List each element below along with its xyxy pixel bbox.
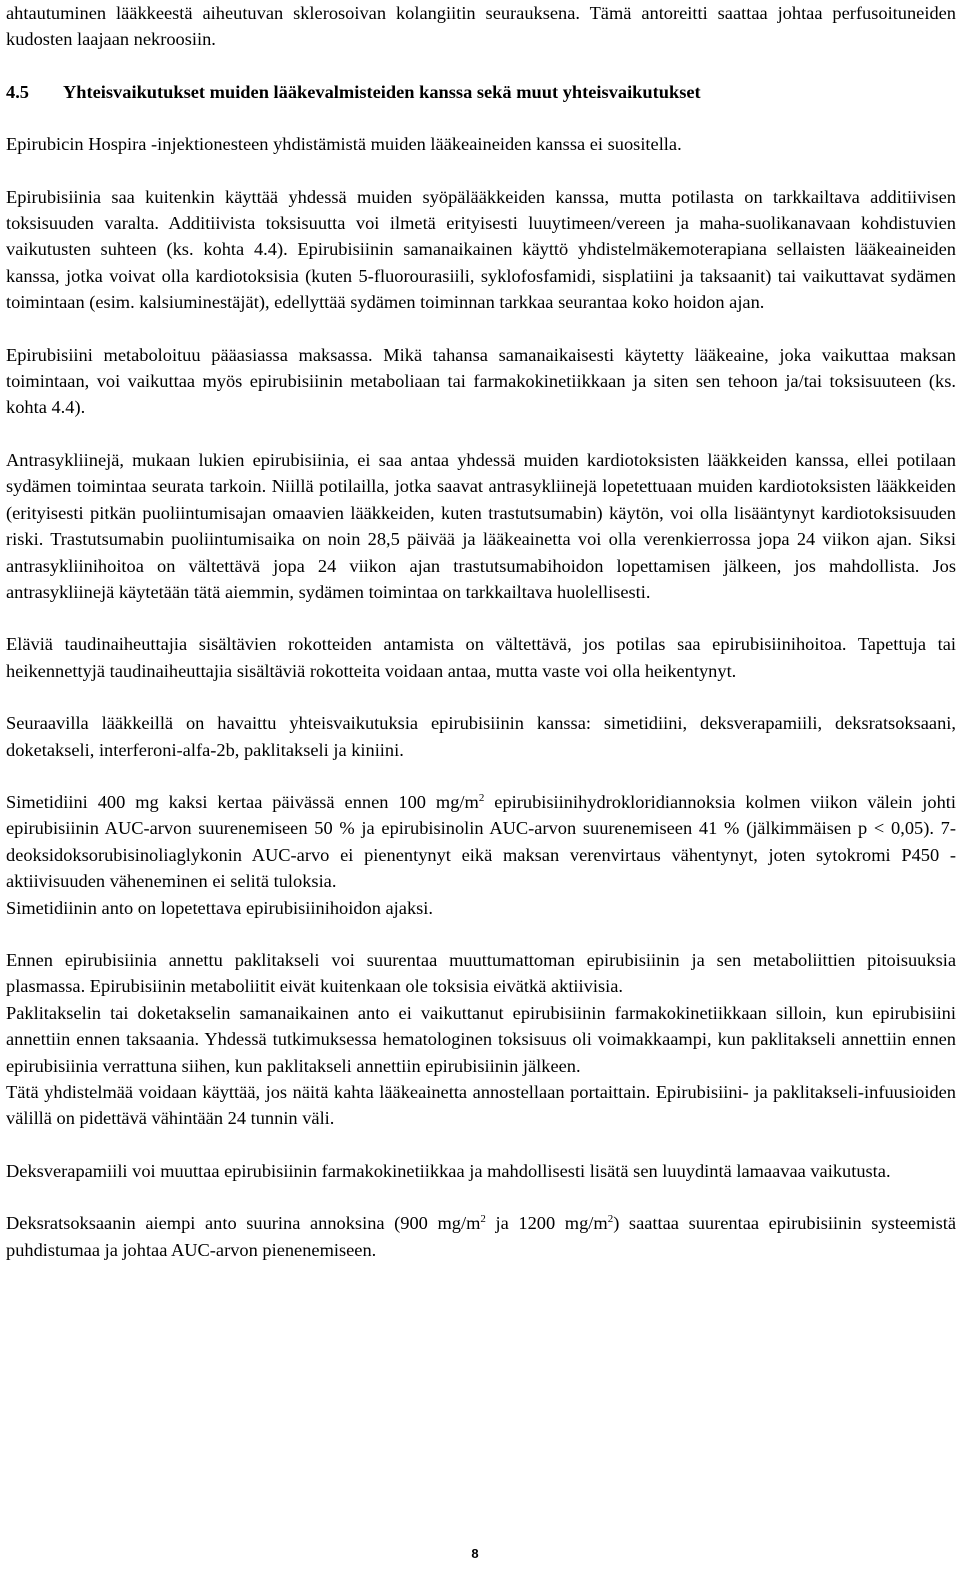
- paragraph-sequential: Tätä yhdistelmää voidaan käyttää, jos näitä kahta lääkeainetta annostellaan portaittain. Epirubisiini- ja paklitakseli-infuusioiden välillä on pidettävä vähintään 24 tunnin väli.: [6, 1082, 956, 1129]
- page-number: 8: [471, 1546, 479, 1561]
- section-number: 4.5: [6, 81, 29, 102]
- cimetidine-text-a: Simetidiini 400 mg kaksi kertaa päivässä ennen 100 mg/m: [6, 791, 479, 812]
- paragraph-cimetidine: [6, 789, 956, 895]
- paragraph-anthracyclines: Antrasykliinejä, mukaan lukien epirubisiinia, ei saa antaa yhdessä muiden kardiotoksisten lääkkeiden kanssa, ellei potilaan sydämen toimintaa seurata tarkoin. Niillä potilailla, jotka saavat antrasykliinejä lopetettuaan muiden kardiotoksisten lääkkeiden (erityisesti pitkän puoliintumisajan omaavien lääkkeiden, kuten trastutsumabin) käytön, voi olla lisääntynyt kardiotoksisuuden riski. Trastutsumabin puoliintumisaika on noin 28,5 päivää ja lääkeainetta voi olla verenkierrossa jopa 24 viikon ajan. Siksi antrasykliinihoitoa on vältettävä jopa 24 viikon ajan trastutsumabihoidon lopettamisen jälkeen, jos mahdollista. Jos antrasykliinejä käytetään tätä aiemmin, sydämen toimintaa on tarkkailtava huolellisesti.: [6, 449, 956, 602]
- dexrazoxane-text-c: ) saattaa suurentaa epirubisiinin systeemistä puhdistumaa ja johtaa AUC-arvon pienenemiseen.: [6, 1213, 956, 1260]
- paragraph-docetaxel: Paklitakselin tai doketakselin samanaikainen anto ei vaikuttanut epirubisiinin farmakokinetiikkaan silloin, kun epirubisiini annettiin ennen taksaania. Yhdessä tutkimuksessa hematologinen toksisuus oli voimakkaampi, kun paklitakseli annettiin ennen epirubisiinia verrattuna siihen, kun paklitakseli annettiin epirubisiinin jälkeen.: [6, 1002, 956, 1076]
- paragraph-cimetidine-stop: Simetidiinin anto on lopetettava epirubisiinihoidon ajaksi.: [6, 897, 434, 918]
- section-heading: [6, 79, 956, 105]
- intro-text: ahtautuminen lääkkeestä aiheutuvan sklerosoivan kolangiitin seurauksena. Tämä antoreitti saattaa johtaa perfusoituneiden kudosten laajaan nekroosiin.: [6, 3, 956, 50]
- cimetidine-text-b: epirubisiinihydrokloridiannoksia kolmen viikon välein johti epirubisiinin AUC-arvon suurenemiseen 50 % ja epirubisinolin AUC-arvon suurenemiseen 41 % (jälkimmäisen p < 0,05). 7-deoksidoksorubisinoliaglykonin AUC-arvo ei pienentynyt eikä maksan verenvirtaus vähentynyt, joten sytokromi P450 -aktiivisuuden väheneminen ei selitä tuloksia.: [6, 791, 956, 892]
- paragraph-liver-metabolism: Epirubisiini metaboloituu pääasiassa maksassa. Mikä tahansa samanaikaisesti käytetty lääkeaine, joka vaikuttaa maksan toimintaan, voi vaikuttaa myös epirubisiinin metaboliaan tai farmakokinetiikkaan ja siten sen tehoon ja/tai toksisuuteen (ks. kohta 4.4).: [6, 344, 956, 418]
- cimetidine-superscript: 2: [478, 791, 485, 804]
- paragraph-combination: Epirubicin Hospira -injektionesteen yhdistämistä muiden lääkeaineiden kanssa ei suositella.: [6, 134, 682, 155]
- document-page: [6, 0, 956, 1263]
- dexrazoxane-text-a: Deksratsoksaanin aiempi anto suurina annoksina (900 mg/m: [6, 1213, 481, 1234]
- section-title: Yhteisvaikutukset muiden lääkevalmisteiden kanssa sekä muut yhteisvaikutukset: [63, 81, 701, 102]
- paragraph-interactions-list: Seuraavilla lääkkeillä on havaittu yhteisvaikutuksia epirubisiinin kanssa: simetidiini, deksverapamiili, deksratsoksaani, doketakseli, interferoni-alfa-2b, paklitakseli ja kiniini.: [6, 713, 956, 760]
- paragraph-additive-toxicity: Epirubisiinia saa kuitenkin käyttää yhdessä muiden syöpälääkkeiden kanssa, mutta potilasta on tarkkailtava additiivisen toksisuuden varalta. Additiivista toksisuutta voi ilmetä erityisesti luuytimeen/vereen ja maha-suolikanavaan kohdistuvien vaikutusten suhteen (ks. kohta 4.4). Epirubisiinin samanaikainen käyttö yhdistelmäkemoterapiana sellaisten lääkeaineiden kanssa, jotka voivat olla kardiotoksisia (kuten 5-fluorourasiili, syklofosfamidi, sisplatiini ja taksaanit) tai vaikuttavat sydämen toimintaan (esim. kalsiuminestäjät), edellyttää sydämen toiminnan tarkkaa seurantaa koko hoidon ajan.: [6, 186, 956, 313]
- paragraph-paclitaxel: Ennen epirubisiinia annettu paklitakseli voi suurentaa muuttumattoman epirubisiinin ja sen metaboliittien pitoisuuksia plasmassa. Epirubisiinin metaboliitit eivät kuitenkaan ole toksisia eivätkä aktiivisia.: [6, 949, 956, 997]
- dexrazoxane-superscript-2: 2: [607, 1213, 614, 1226]
- dexrazoxane-superscript-1: 2: [480, 1213, 486, 1226]
- dexrazoxane-text-b: ja 1200 mg/m: [485, 1213, 608, 1234]
- paragraph-dexverapamil: Deksverapamiili voi muuttaa epirubisiinin farmakokinetiikkaa ja mahdollisesti lisätä sen luuydintä lamaavaa vaikutusta.: [6, 1160, 891, 1181]
- paragraph-vaccines: Eläviä taudinaiheuttajia sisältävien rokotteiden antamista on vältettävä, jos potilas saa epirubisiinihoitoa. Tapettuja tai heikennettyjä taudinaiheuttajia sisältäviä rokotteita voidaan antaa, mutta vaste voi olla heikentynyt.: [6, 634, 956, 681]
- paragraph-dexrazoxane: [6, 1210, 956, 1263]
